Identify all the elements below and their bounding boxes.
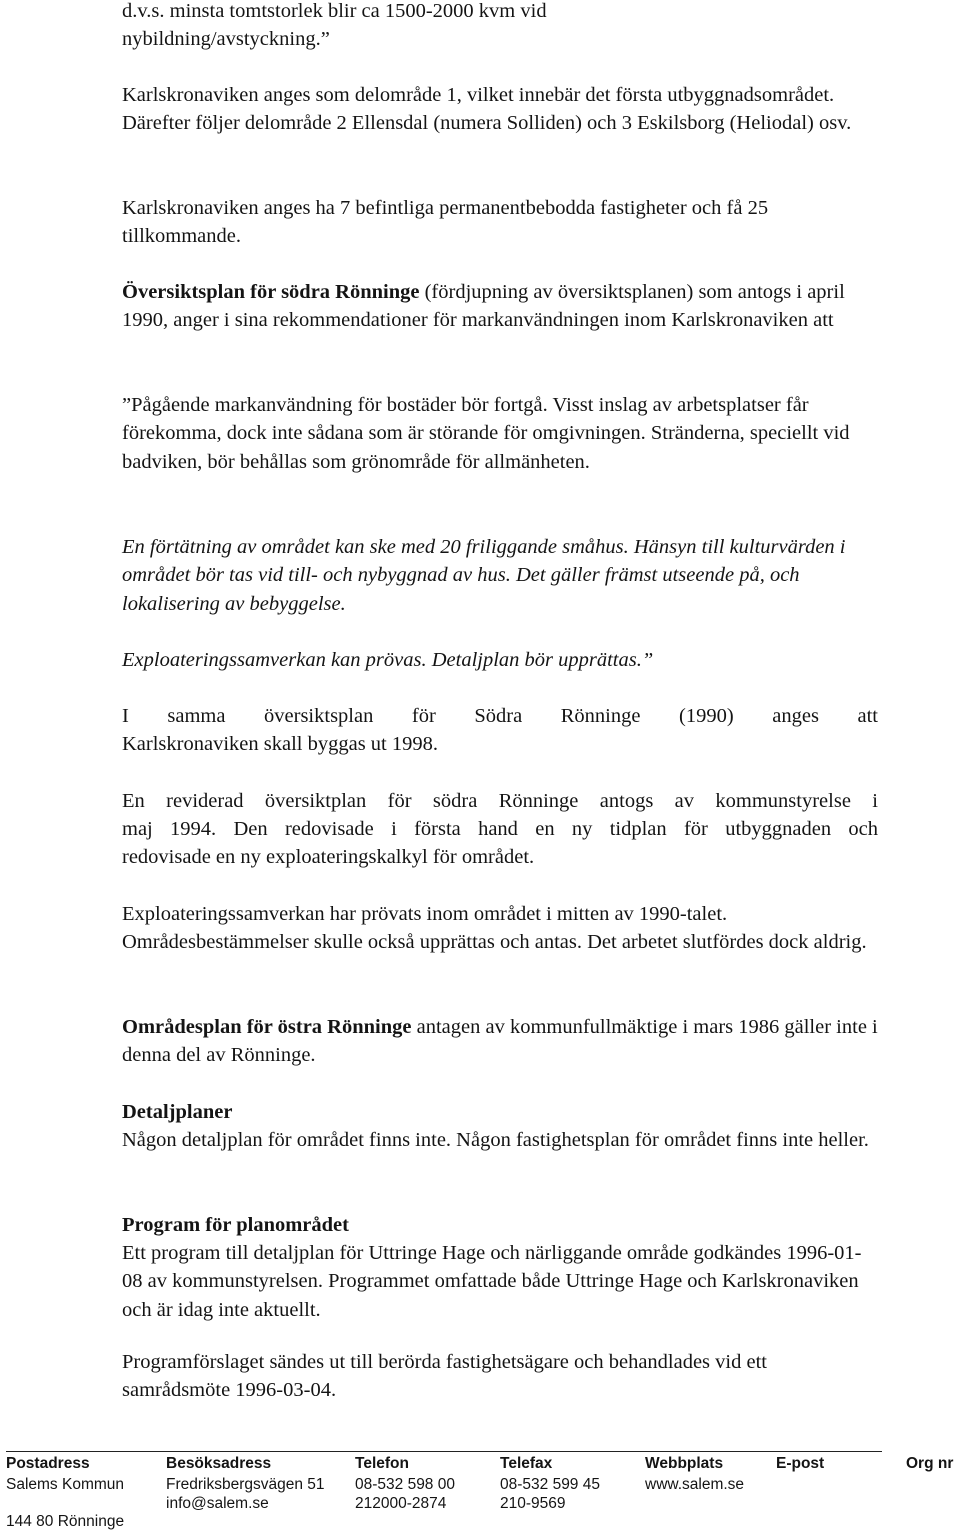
program-heading: Program för planområdet — [122, 1214, 349, 1236]
detaljplaner-heading: Detaljplaner — [122, 1101, 233, 1123]
footer-epost-label: E-post — [776, 1455, 825, 1472]
footer-postadress-2: 144 80 Rönninge — [6, 1513, 125, 1530]
footer-besoksadress-label: Besöksadress — [166, 1455, 272, 1472]
footer-telefax-label: Telefax — [500, 1455, 553, 1472]
footer-telefon-label: Telefon — [355, 1455, 409, 1472]
oversiktsplan-title: Översiktsplan för södra Rönninge — [122, 281, 420, 303]
paragraph-omradesplan — [122, 1013, 878, 1070]
footer-postadress-1: Salems Kommun — [6, 1476, 125, 1493]
footer-orgnr-label: Org nr — [906, 1455, 954, 1472]
paragraph-samma-line-2: Karlskronaviken skall byggas ut 1998. — [122, 733, 438, 755]
top-line-2: nybildning/avstyckning.” — [122, 28, 330, 50]
quote-paragraph-3: Exploateringssamverkan kan prövas. Detaljplan bör upprättas.” — [122, 649, 654, 671]
footer-webbplats-1[interactable]: www.salem.se — [645, 1476, 745, 1493]
footer-telefax-1: 08-532 599 45 — [500, 1476, 600, 1493]
footer-besoksadress-1: Fredriksbergsvägen 51 — [166, 1476, 325, 1493]
quote-paragraph-1: ”Pågående markanvändning för bostäder bör fortgå. Visst inslag av arbetsplatser får förekomma, dock inte sådana som är störande för omgivningen. Stränderna, speciellt vid badviken, bör behållas som grönområde för allmänheten. — [122, 394, 850, 473]
footer-postadress-label: Postadress — [6, 1455, 90, 1472]
paragraph-reviderad-line-3: redovisade en ny exploateringskalkyl för området. — [122, 846, 535, 868]
footer-telefon-1: 08-532 598 00 — [355, 1476, 455, 1493]
footer-telefon-2: 212000-2874 — [355, 1495, 447, 1512]
detaljplaner-text: Någon detaljplan för området finns inte. Någon fastighetsplan för området finns inte heller. — [122, 1129, 869, 1151]
paragraph-oversiktsplan — [122, 278, 878, 335]
footer-telefax-2: 210-9569 — [500, 1495, 566, 1512]
footer-webbplats-label: Webbplats — [645, 1455, 724, 1472]
paragraph-exploatering: Exploateringssamverkan har prövats inom området i mitten av 1990-talet. Områdesbestämmelser skulle också upprättas och antas. Det arbetet slutfördes dock aldrig. — [122, 903, 867, 954]
quote-paragraph-2: En förtätning av området kan ske med 20 friliggande småhus. Hänsyn till kulturvärden i området bör tas vid till- och nybyggnad av hus. Det gäller främst utseende på, och lokalisering av bebyggelse. — [122, 536, 846, 615]
paragraph-programforslaget: Programförslaget sändes ut till berörda fastighetsägare och behandlades vid ett samrådsmöte 1996-03-04. — [122, 1351, 767, 1402]
oversiktsplan-text: (fördjupning av översiktsplanen) som antogs i april 1990, anger i sina rekommendationer för markanvändningen inom Karlskronaviken att — [122, 281, 845, 332]
top-line-1: d.v.s. minsta tomtstorlek blir ca 1500-2000 kvm vid — [122, 0, 547, 22]
paragraph-reviderad-line-2: maj 1994. Den redovisade i första hand en ny tidplan för utbyggnaden och — [122, 818, 878, 840]
footer-divider — [6, 1451, 882, 1452]
paragraph-fastigheter: Karlskronaviken anges ha 7 befintliga permanentbebodda fastigheter och få 25 tillkommande. — [122, 197, 769, 248]
omradesplan-text: antagen av kommunfullmäktige i mars 1986 gäller inte i denna del av Rönninge. — [122, 1016, 878, 1067]
footer-besoksadress-2[interactable]: info@salem.se — [166, 1495, 269, 1512]
paragraph-reviderad-line-1: En reviderad översiktplan för södra Rönninge antogs av kommunstyrelse i — [122, 790, 878, 812]
program-text: Ett program till detaljplan för Uttringe Hage och närliggande område godkändes 1996-01-08 av kommunstyrelsen. Programmet omfattade både Uttringe Hage och Karlskronaviken och är idag inte aktuellt. — [122, 1242, 862, 1321]
paragraph-samma-line-1: I samma översiktsplan för Södra Rönninge (1990) anges att — [122, 705, 878, 727]
paragraph-delomrade: Karlskronaviken anges som delområde 1, vilket innebär det första utbyggnadsområdet. Därefter följer delområde 2 Ellensdal (numera Solliden) och 3 Eskilsborg (Heliodal) osv. — [122, 84, 852, 135]
omradesplan-title: Områdesplan för östra Rönninge — [122, 1016, 412, 1038]
